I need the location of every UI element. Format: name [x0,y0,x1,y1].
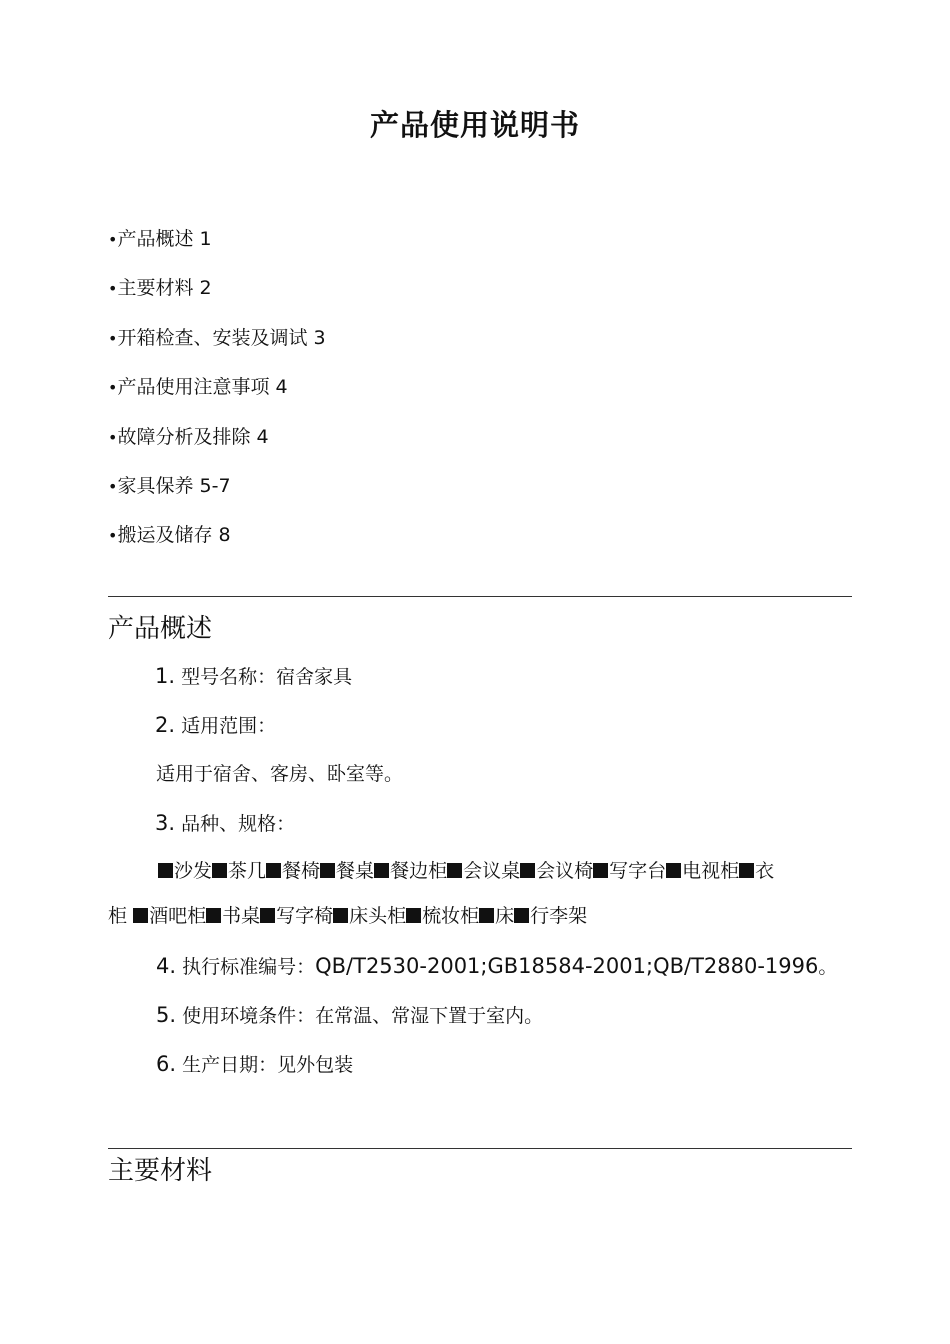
toc-item-label: 故障分析及排除 [117,425,251,448]
bullet: • [108,328,118,348]
variety-item: 柜 [108,905,128,927]
variety-item: 写字台 [609,860,667,882]
square-bullet-icon [520,863,535,878]
section-divider [108,596,852,597]
toc-item[interactable] [108,275,326,324]
toc-item-label: 产品概述 [117,228,194,250]
square-bullet-icon [212,863,227,878]
toc-item[interactable] [108,325,326,374]
bullet: • [108,230,118,249]
toc-item-label: 开箱检查、安装及调试 [117,326,308,349]
square-bullet-icon [739,863,754,878]
square-bullet-icon [374,863,389,878]
item-number: 2. [155,713,176,737]
overview-item-model [155,663,352,690]
bullet: • [108,427,118,447]
square-bullet-icon [158,863,173,878]
square-bullet-icon [260,908,275,923]
variety-item: 会议桌 [463,860,521,882]
item-number: 3. [155,811,176,835]
toc-item[interactable] [108,226,326,275]
variety-item: 餐椅 [282,860,321,882]
variety-item: 写字椅 [276,905,334,927]
square-bullet-icon [514,908,529,923]
bullet: • [108,279,118,299]
toc-item-page: 4 [275,376,288,399]
item-text: 适用范围： [181,715,277,737]
variety-item: 电视柜 [682,860,740,882]
toc-item[interactable] [108,424,326,473]
item-number: 5. [156,1003,177,1027]
square-bullet-icon [206,908,221,923]
toc-item-page: 3 [313,326,326,349]
standard-label: 执行标准编号： [182,956,316,978]
varieties-list-line1 [158,858,774,884]
document-title: 产品使用说明书 [369,108,580,142]
variety-item: 行李架 [530,905,588,927]
item-number: 4. [156,954,177,978]
variety-item: 茶几 [228,860,267,882]
varieties-list-line2 [108,903,587,929]
toc-item[interactable] [108,522,326,571]
square-bullet-icon [479,908,494,923]
toc-item-label: 家具保养 [117,474,194,497]
section-heading-materials: 主要材料 [108,1156,213,1186]
square-bullet-icon [133,908,148,923]
variety-item: 酒吧柜 [149,905,207,927]
item-number: 6. [156,1052,177,1076]
square-bullet-icon [406,908,421,923]
square-bullet-icon [666,863,681,878]
item-number: 1. [155,664,176,688]
square-bullet-icon [447,863,462,878]
variety-item: 衣 [755,860,775,882]
square-bullet-icon [266,863,281,878]
bullet: • [108,476,118,496]
variety-item: 床头柜 [349,905,407,927]
bullet: • [108,526,118,546]
toc-item-page: 2 [199,277,212,300]
variety-item: 餐桌 [336,860,375,882]
square-bullet-icon [593,863,608,878]
variety-item: 沙发 [174,860,213,882]
variety-item: 梳妆柜 [422,905,480,927]
item-text: 型号名称：宿舍家具 [181,666,353,688]
item-text: 品种、规格： [181,813,296,835]
standard-suffix: 。 [818,956,838,978]
table-of-contents [108,226,326,572]
variety-item: 会议椅 [536,860,594,882]
toc-item[interactable] [108,473,326,522]
variety-item: 床 [495,905,515,927]
item-text: 生产日期：见外包装 [182,1054,354,1076]
square-bullet-icon [333,908,348,923]
overview-item-scope [155,712,276,739]
overview-item-standard [156,953,837,980]
overview-item-date [156,1051,353,1078]
scope-description: 适用于宿舍、客房、卧室等。 [156,763,404,785]
toc-item-page: 8 [218,524,231,547]
standard-value: QB/T2530-2001;GB18584-2001;QB/T2880-1996 [315,954,819,978]
toc-item-page: 4 [256,425,269,448]
toc-item-page: 5-7 [199,474,231,497]
overview-item-environment [156,1002,543,1029]
item-text: 使用环境条件：在常温、常湿下置于室内。 [182,1005,544,1027]
section-heading-overview: 产品概述 [108,614,213,644]
toc-item[interactable] [108,374,326,423]
toc-item-label: 产品使用注意事项 [117,376,270,399]
toc-item-label: 主要材料 [117,277,194,300]
toc-item-page: 1 [199,228,212,250]
bullet: • [108,378,118,398]
variety-item: 餐边柜 [390,860,448,882]
variety-item: 书桌 [222,905,261,927]
square-bullet-icon [320,863,335,878]
toc-item-label: 搬运及储存 [117,524,213,547]
section-divider [108,1148,852,1149]
overview-item-varieties [155,810,295,837]
